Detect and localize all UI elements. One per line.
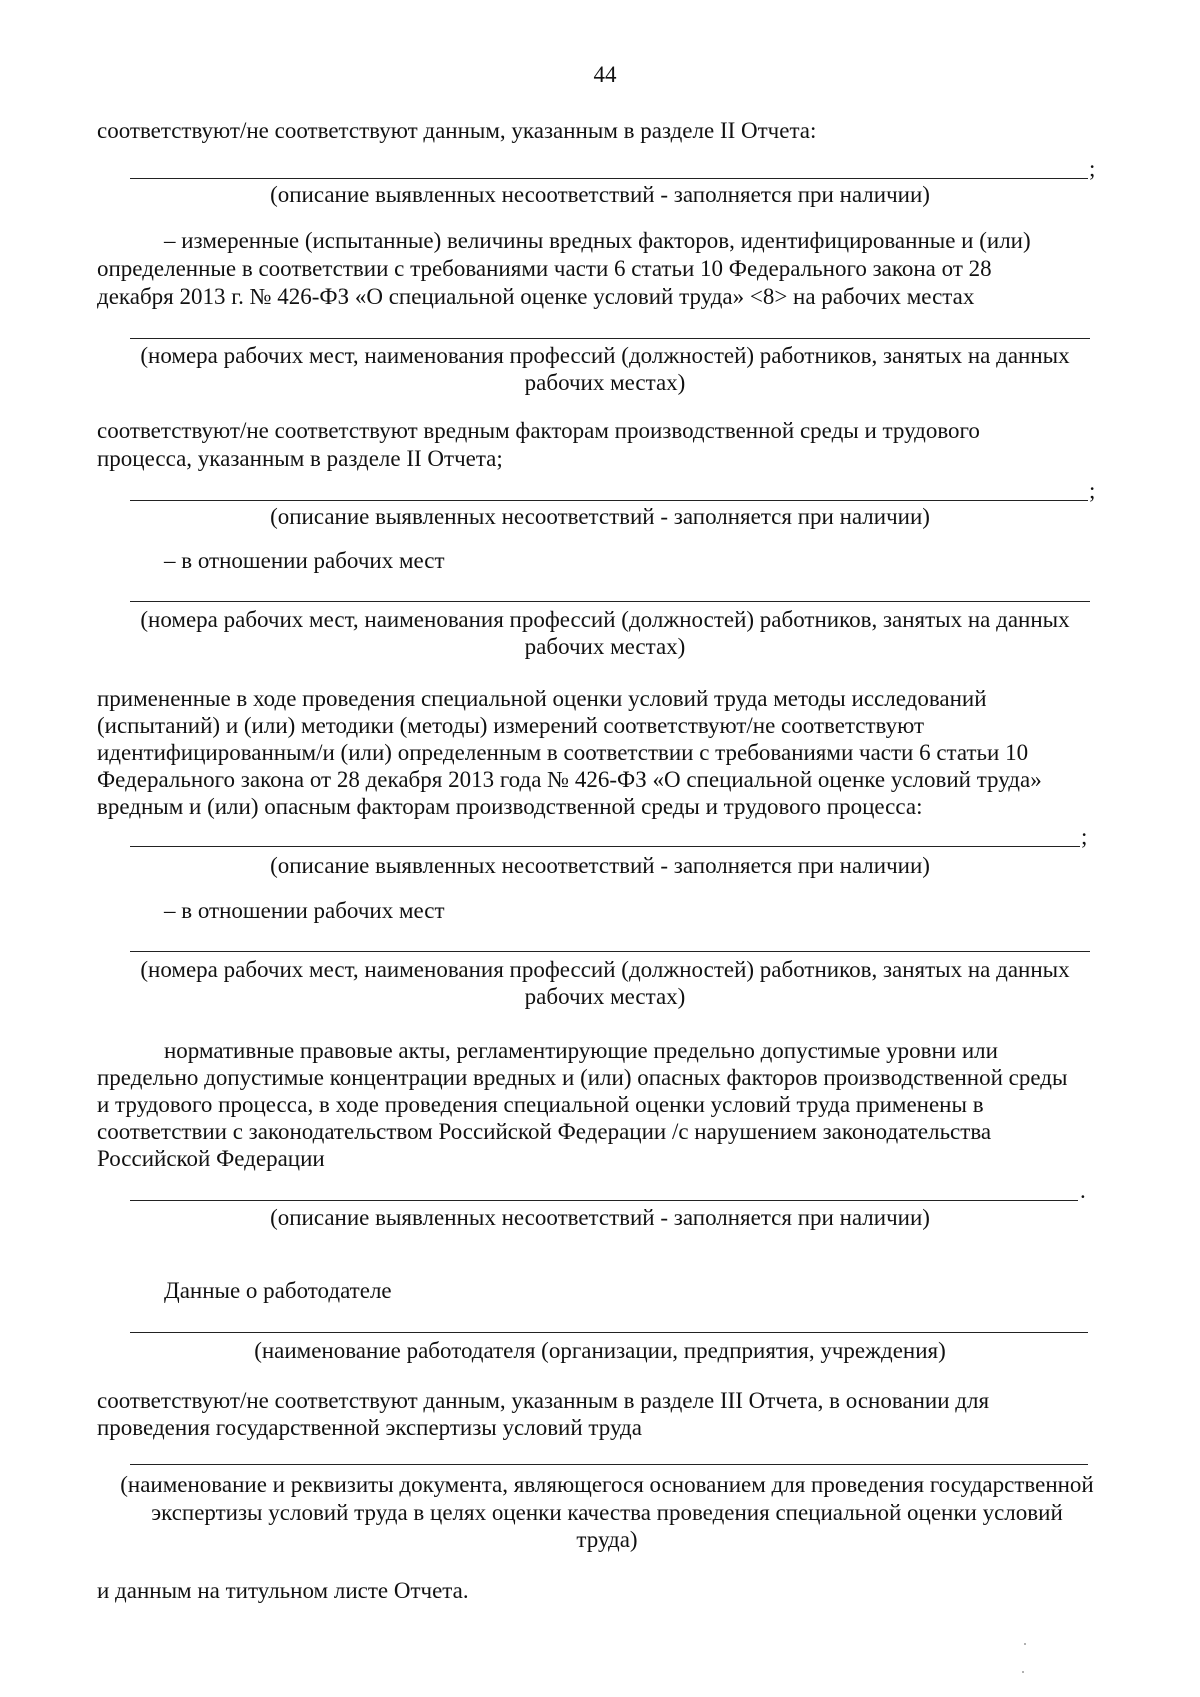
paragraph-2-line-3: декабря 2013 г. № 426-ФЗ «О специальной оценке условий труда» <8> на рабочих местах	[97, 284, 975, 309]
paragraph-7-line-1: нормативные правовые акты, регламентирующие предельно допустимые уровни или	[164, 1038, 998, 1063]
paragraph-4: – в отношении рабочих мест	[164, 548, 445, 573]
fill-line-7	[130, 1200, 1078, 1201]
scan-speck	[1024, 1643, 1026, 1645]
paragraph-5-line-3: идентифицированным/и (или) определенным в соответствии с требованиями части 6 статьи 10	[97, 740, 1029, 765]
fill-line-9	[130, 1464, 1088, 1465]
caption-4-line-1: (номера рабочих мест, наименования профессий (должностей) работников, занятых на данных	[140, 607, 1070, 632]
paragraph-8: Данные о работодателе	[164, 1278, 392, 1303]
paragraph-3-line-1: соответствуют/не соответствуют вредным факторам производственной среды и трудового	[97, 418, 980, 443]
caption-8: (наименование работодателя (организации, предприятия, учреждения)	[254, 1338, 946, 1363]
paragraph-5-line-5: вредным и (или) опасным факторам производственной среды и трудового процесса:	[97, 794, 923, 819]
caption-4-line-2: рабочих местах)	[524, 634, 686, 659]
fill-line-5	[130, 846, 1080, 847]
paragraph-3-line-2: процесса, указанным в разделе II Отчета;	[97, 446, 503, 471]
line-7-period: .	[1080, 1178, 1086, 1203]
caption-1: (описание выявленных несоответствий - заполняется при наличии)	[270, 182, 930, 207]
caption-2-line-1: (номера рабочих мест, наименования профессий (должностей) работников, занятых на данных	[140, 343, 1070, 368]
line-1-semicolon: ;	[1089, 156, 1096, 181]
paragraph-2-line-2: определенные в соответствии с требованиями части 6 статьи 10 Федерального закона от 28	[97, 256, 992, 281]
fill-line-1	[130, 178, 1088, 179]
paragraph-7-line-5: Российской Федерации	[97, 1146, 325, 1171]
paragraph-5-line-1: примененные в ходе проведения специальной оценки условий труда методы исследований	[97, 686, 987, 711]
caption-9-line-3: труда)	[576, 1527, 638, 1552]
paragraph-6: – в отношении рабочих мест	[164, 898, 445, 923]
paragraph-9-line-1: соответствуют/не соответствуют данным, указанным в разделе III Отчета, в основании для	[97, 1388, 990, 1413]
paragraph-1: соответствуют/не соответствуют данным, указанным в разделе II Отчета:	[97, 118, 817, 143]
paragraph-9-line-2: проведения государственной экспертизы условий труда	[97, 1415, 642, 1440]
caption-3: (описание выявленных несоответствий - заполняется при наличии)	[270, 504, 930, 529]
paragraph-7-line-3: и трудового процесса, в ходе проведения специальной оценки условий труда применены в	[97, 1092, 984, 1117]
fill-line-2	[130, 338, 1090, 339]
caption-9-line-2: экспертизы условий труда в целях оценки качества проведения специальной оценки условий	[151, 1500, 1063, 1525]
paragraph-7-line-4: соответствии с законодательством Российской Федерации /с нарушением законодательства	[97, 1119, 992, 1144]
caption-7: (описание выявленных несоответствий - заполняется при наличии)	[270, 1205, 930, 1230]
caption-6-line-2: рабочих местах)	[524, 984, 686, 1009]
fill-line-3	[130, 500, 1088, 501]
fill-line-8	[130, 1332, 1088, 1333]
paragraph-5-line-2: (испытаний) и (или) методики (методы) измерений соответствуют/не соответствуют	[97, 713, 925, 738]
scan-speck	[1022, 1671, 1024, 1673]
paragraph-7-line-2: предельно допустимые концентрации вредных и (или) опасных факторов производственной среды	[97, 1065, 1068, 1090]
caption-6-line-1: (номера рабочих мест, наименования профессий (должностей) работников, занятых на данных	[140, 957, 1070, 982]
paragraph-10: и данным на титульном листе Отчета.	[97, 1578, 469, 1603]
line-5-semicolon: ;	[1081, 824, 1088, 849]
page-number: 44	[593, 62, 617, 87]
paragraph-2-line-1: – измеренные (испытанные) величины вредных факторов, идентифицированные и (или)	[164, 228, 1031, 253]
fill-line-6	[130, 951, 1090, 952]
fill-line-4	[130, 601, 1090, 602]
line-3-semicolon: ;	[1089, 478, 1096, 503]
paragraph-5-line-4: Федерального закона от 28 декабря 2013 года № 426-ФЗ «О специальной оценке условий труда»	[97, 767, 1042, 792]
caption-9-line-1: (наименование и реквизиты документа, являющегося основанием для проведения государственной	[120, 1472, 1094, 1497]
caption-5: (описание выявленных несоответствий - заполняется при наличии)	[270, 853, 930, 878]
caption-2-line-2: рабочих местах)	[524, 370, 686, 395]
